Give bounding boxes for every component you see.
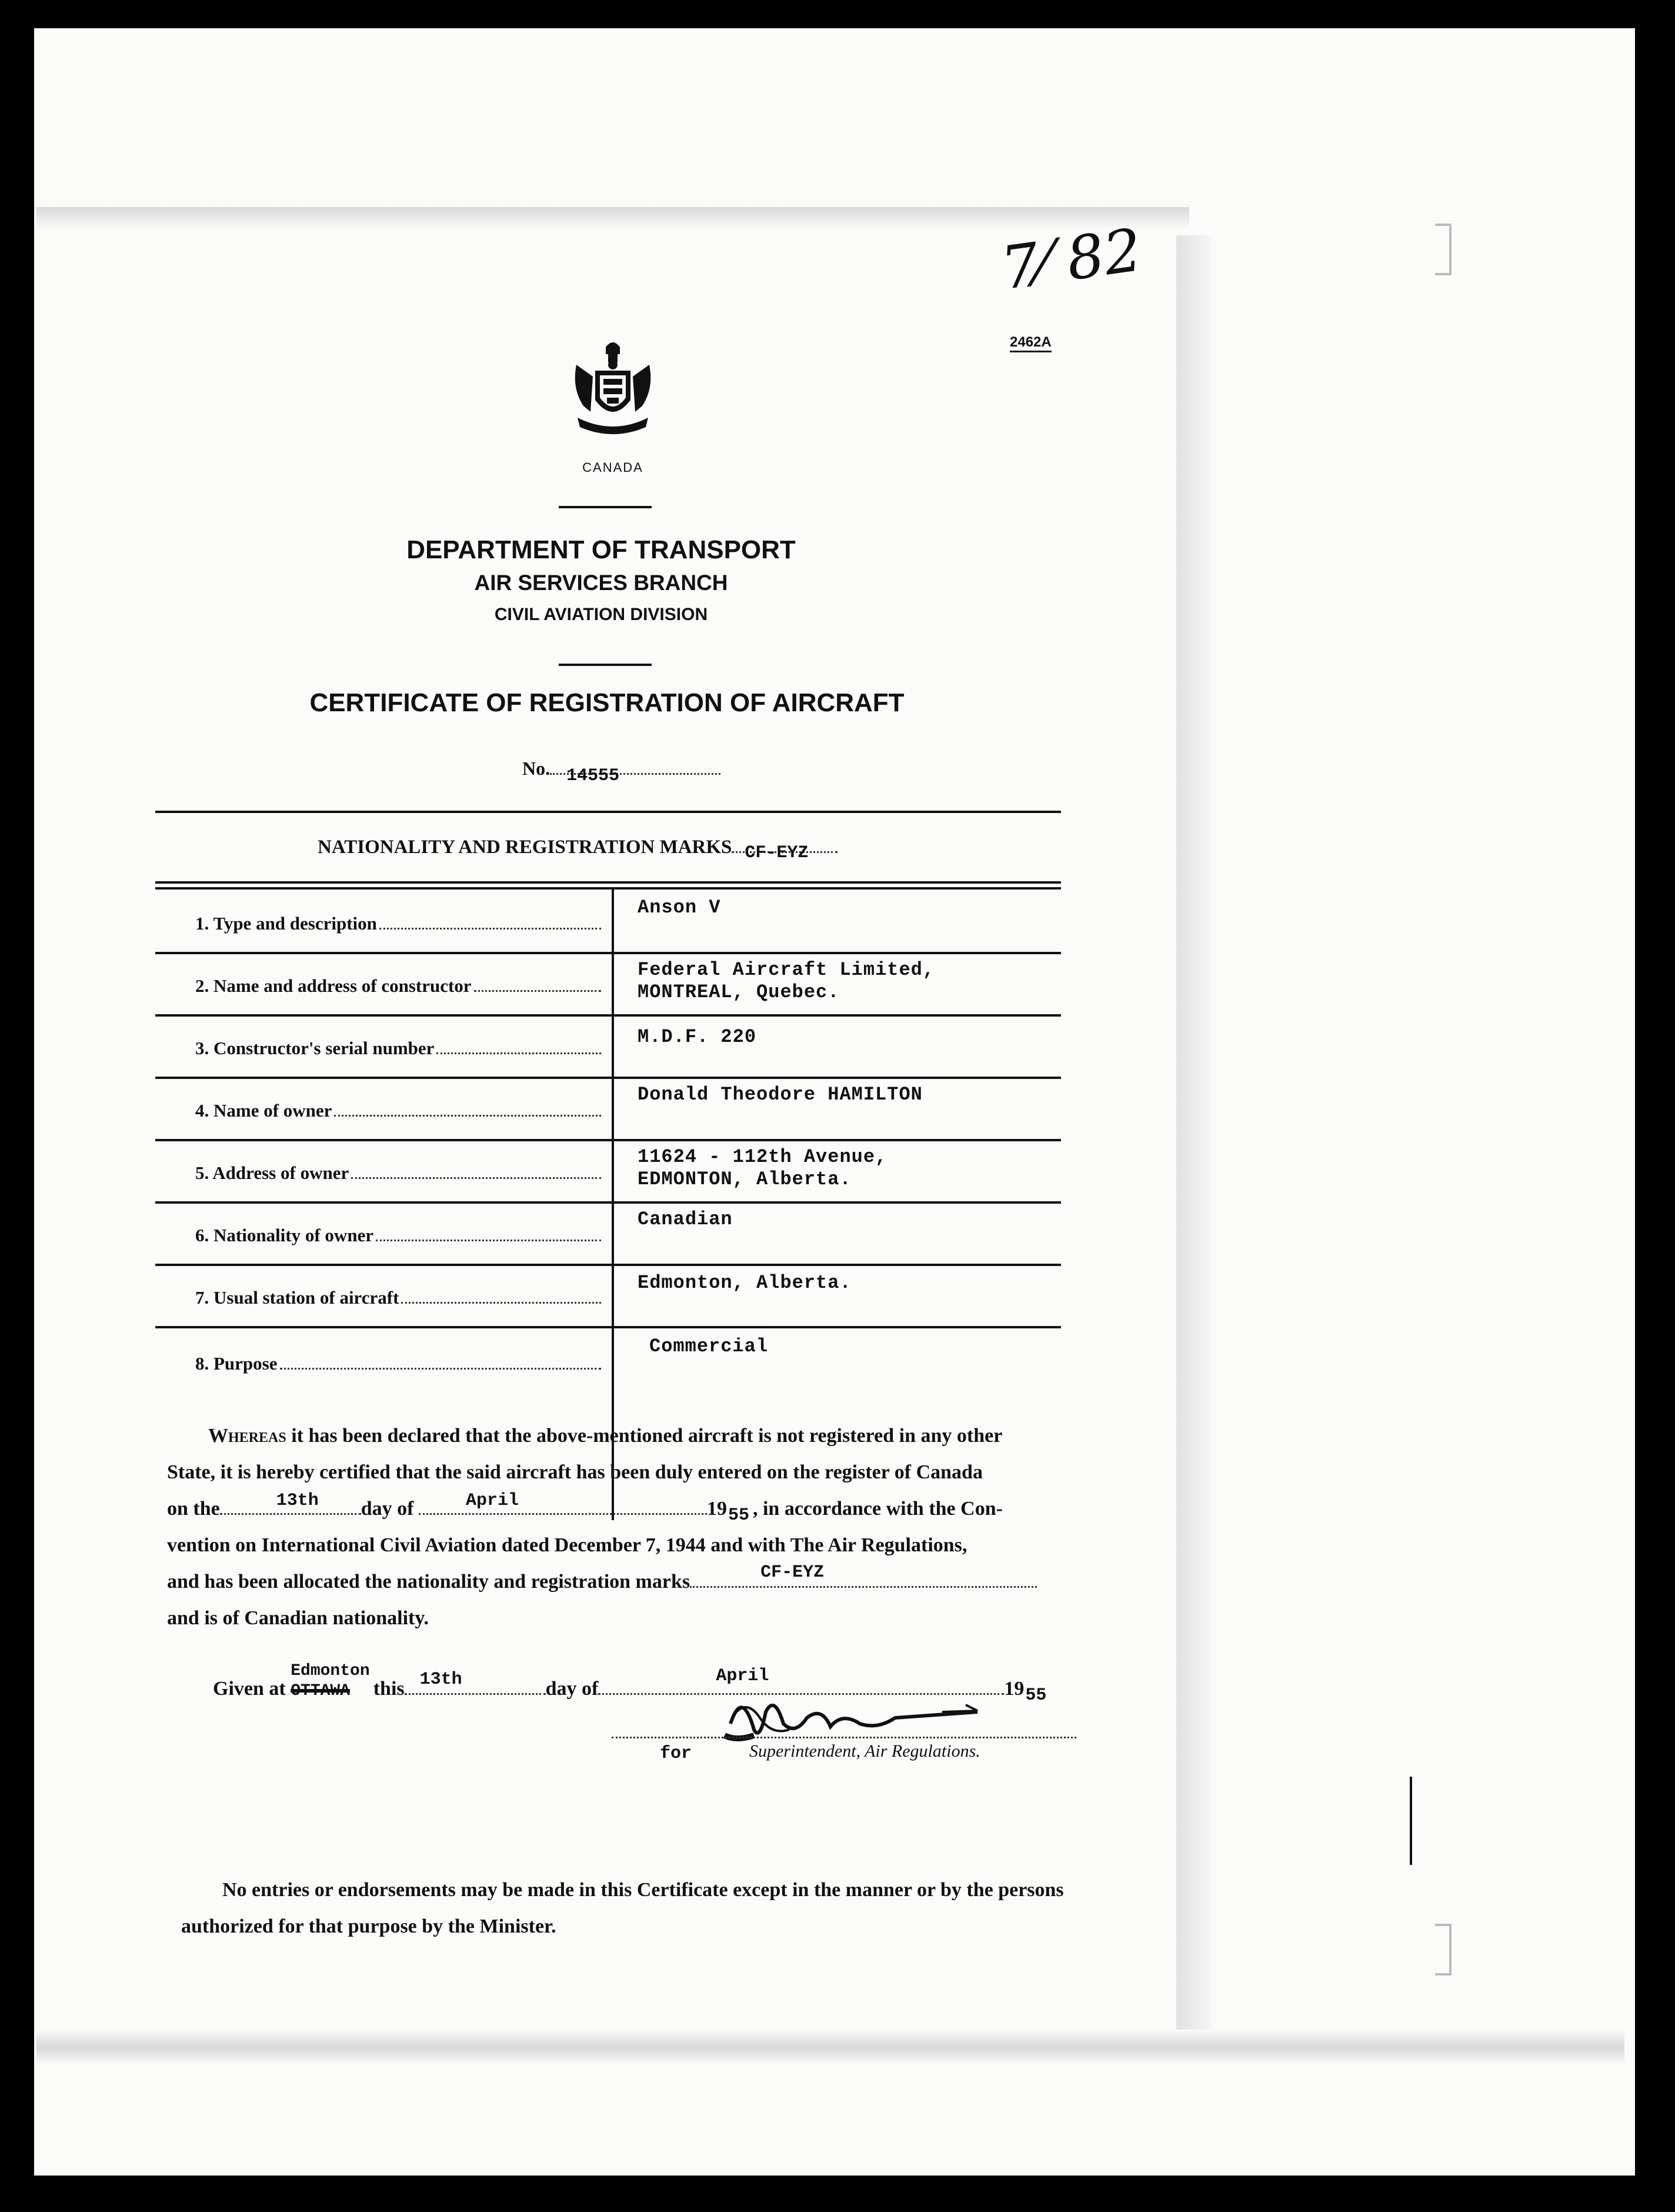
declaration-line: State, it is hereby certified that the said aircraft has been duly entered on the register of Canada xyxy=(167,1461,983,1483)
given-place xyxy=(291,1662,370,1710)
department-title: DEPARTMENT OF TRANSPORT xyxy=(406,535,796,564)
coat-of-arms-emblem xyxy=(554,335,672,441)
on-the-label: on the xyxy=(167,1498,220,1520)
table-row xyxy=(155,1264,1061,1328)
signature-for: for xyxy=(660,1744,692,1764)
nationality-marks-label: NATIONALITY AND REGISTRATION MARKS xyxy=(318,837,732,858)
scan-mark-line xyxy=(1410,1777,1412,1865)
table-row xyxy=(155,1014,1061,1079)
signature-line xyxy=(612,1735,1076,1738)
item-label-text: 8. Purpose xyxy=(195,1353,278,1374)
certificate-number-row xyxy=(522,758,758,786)
item-value: Donald Theodore HAMILTON xyxy=(638,1084,923,1105)
item-value: Canadian xyxy=(638,1208,733,1230)
item-value: EDMONTON, Alberta. xyxy=(638,1168,852,1190)
certificate-number-value: 14555 xyxy=(566,766,620,786)
registration-year-value: 55 xyxy=(728,1505,749,1525)
declaration-line: and is of Canadian nationality. xyxy=(167,1607,429,1629)
footer-note xyxy=(181,1872,1134,1945)
given-line xyxy=(213,1662,1130,1710)
table-row xyxy=(155,890,1061,954)
item-label-text: 2. Name and address of constructor xyxy=(195,975,472,996)
branch-title: AIR SERVICES BRANCH xyxy=(474,571,728,595)
declaration-date-line xyxy=(167,1491,1120,1527)
footer-line: authorized for that purpose by the Minister. xyxy=(181,1915,556,1937)
declaration-whereas: Whereas xyxy=(208,1425,286,1447)
item-label xyxy=(195,913,601,934)
marks-blank xyxy=(690,1563,1037,1588)
declaration-text: , in accordance with the Con- xyxy=(752,1498,1003,1520)
certificate-number-line xyxy=(550,766,720,786)
registration-day-value: 13th xyxy=(276,1491,319,1511)
month-blank xyxy=(419,1491,707,1515)
item-label-text: 1. Type and description xyxy=(195,913,377,934)
item-label xyxy=(195,1100,601,1121)
nationality-marks-value: CF-EYZ xyxy=(745,843,809,863)
divider-rule xyxy=(559,506,652,508)
year-prefix: 19 xyxy=(706,1498,727,1520)
given-day-value: 13th xyxy=(419,1670,462,1690)
declaration-marks-value: CF-EYZ xyxy=(760,1563,825,1583)
item-value: M.D.F. 220 xyxy=(638,1026,757,1048)
item-label-text: 6. Nationality of owner xyxy=(195,1225,374,1245)
item-value: Federal Aircraft Limited, xyxy=(638,959,935,981)
day-of-label: day of xyxy=(545,1678,599,1700)
item-value: MONTREAL, Quebec. xyxy=(638,981,840,1003)
scan-shadow-bottom xyxy=(36,2030,1624,2065)
table-top-rule xyxy=(155,811,1061,813)
table-row xyxy=(155,1201,1061,1266)
table-row xyxy=(155,1139,1061,1204)
declaration-line: vention on International Civil Aviation dated December 7, 1944 and with The Air Regulations, xyxy=(167,1534,967,1556)
country-label: CANADA xyxy=(582,460,643,475)
given-year-value: 55 xyxy=(1025,1685,1047,1705)
given-month-value: April xyxy=(716,1666,769,1686)
item-label-text: 4. Name of owner xyxy=(195,1100,332,1121)
item-label xyxy=(195,1353,601,1374)
declaration-text: and has been allocated the nationality and registration marks xyxy=(167,1571,690,1593)
divider-rule xyxy=(559,664,652,666)
scan-bracket-bottom xyxy=(1435,1924,1452,1976)
item-label xyxy=(195,1162,601,1184)
nationality-marks-line xyxy=(732,843,838,863)
declaration-paragraph xyxy=(167,1418,1120,1637)
scan-bracket-top xyxy=(1435,224,1452,275)
item-label xyxy=(195,1038,601,1059)
given-place-struck: OTTAWA xyxy=(291,1682,351,1700)
table-row xyxy=(155,1077,1061,1141)
item-value: Anson V xyxy=(638,897,721,918)
declaration-marks-line xyxy=(167,1564,1120,1600)
this-label: this xyxy=(373,1678,405,1700)
item-label-text: 3. Constructor's serial number xyxy=(195,1038,435,1058)
nationality-marks-row xyxy=(318,837,965,863)
form-number: 2462A xyxy=(1010,334,1052,352)
handwritten-file-number: 7⁄ 82 xyxy=(997,215,1146,304)
certificate-document xyxy=(36,215,1183,2024)
item-label xyxy=(195,1225,601,1246)
given-place-typed: Edmonton xyxy=(291,1662,370,1680)
given-at-label: Given at xyxy=(213,1678,286,1700)
declaration-text: it has been declared that the above-mentioned aircraft is not registered in any other xyxy=(291,1425,1003,1447)
signature-title: Superintendent, Air Regulations. xyxy=(749,1741,980,1761)
item-label-text: 7. Usual station of aircraft xyxy=(195,1287,399,1308)
day-of-label: day of xyxy=(361,1498,414,1520)
registration-month-value: April xyxy=(465,1491,519,1511)
certificate-number-label: No. xyxy=(522,758,550,779)
item-label-text: 5. Address of owner xyxy=(195,1162,349,1183)
item-value: Edmonton, Alberta. xyxy=(638,1272,852,1294)
item-label xyxy=(195,975,601,997)
table-row xyxy=(155,952,1061,1017)
given-day-blank xyxy=(405,1670,546,1695)
item-label xyxy=(195,1287,601,1308)
table-header-rule xyxy=(155,881,1061,884)
footer-line: No entries or endorsements may be made in this Certificate except in the manner or by the persons xyxy=(222,1879,1064,1901)
declaration-line xyxy=(167,1418,1120,1454)
division-title: CIVIL AVIATION DIVISION xyxy=(494,605,708,624)
day-blank xyxy=(220,1491,361,1515)
certificate-title: CERTIFICATE OF REGISTRATION OF AIRCRAFT xyxy=(309,688,905,717)
year-prefix: 19 xyxy=(1004,1678,1025,1700)
item-value: 11624 - 112th Avenue, xyxy=(638,1146,887,1168)
item-value: Commercial xyxy=(649,1335,769,1357)
